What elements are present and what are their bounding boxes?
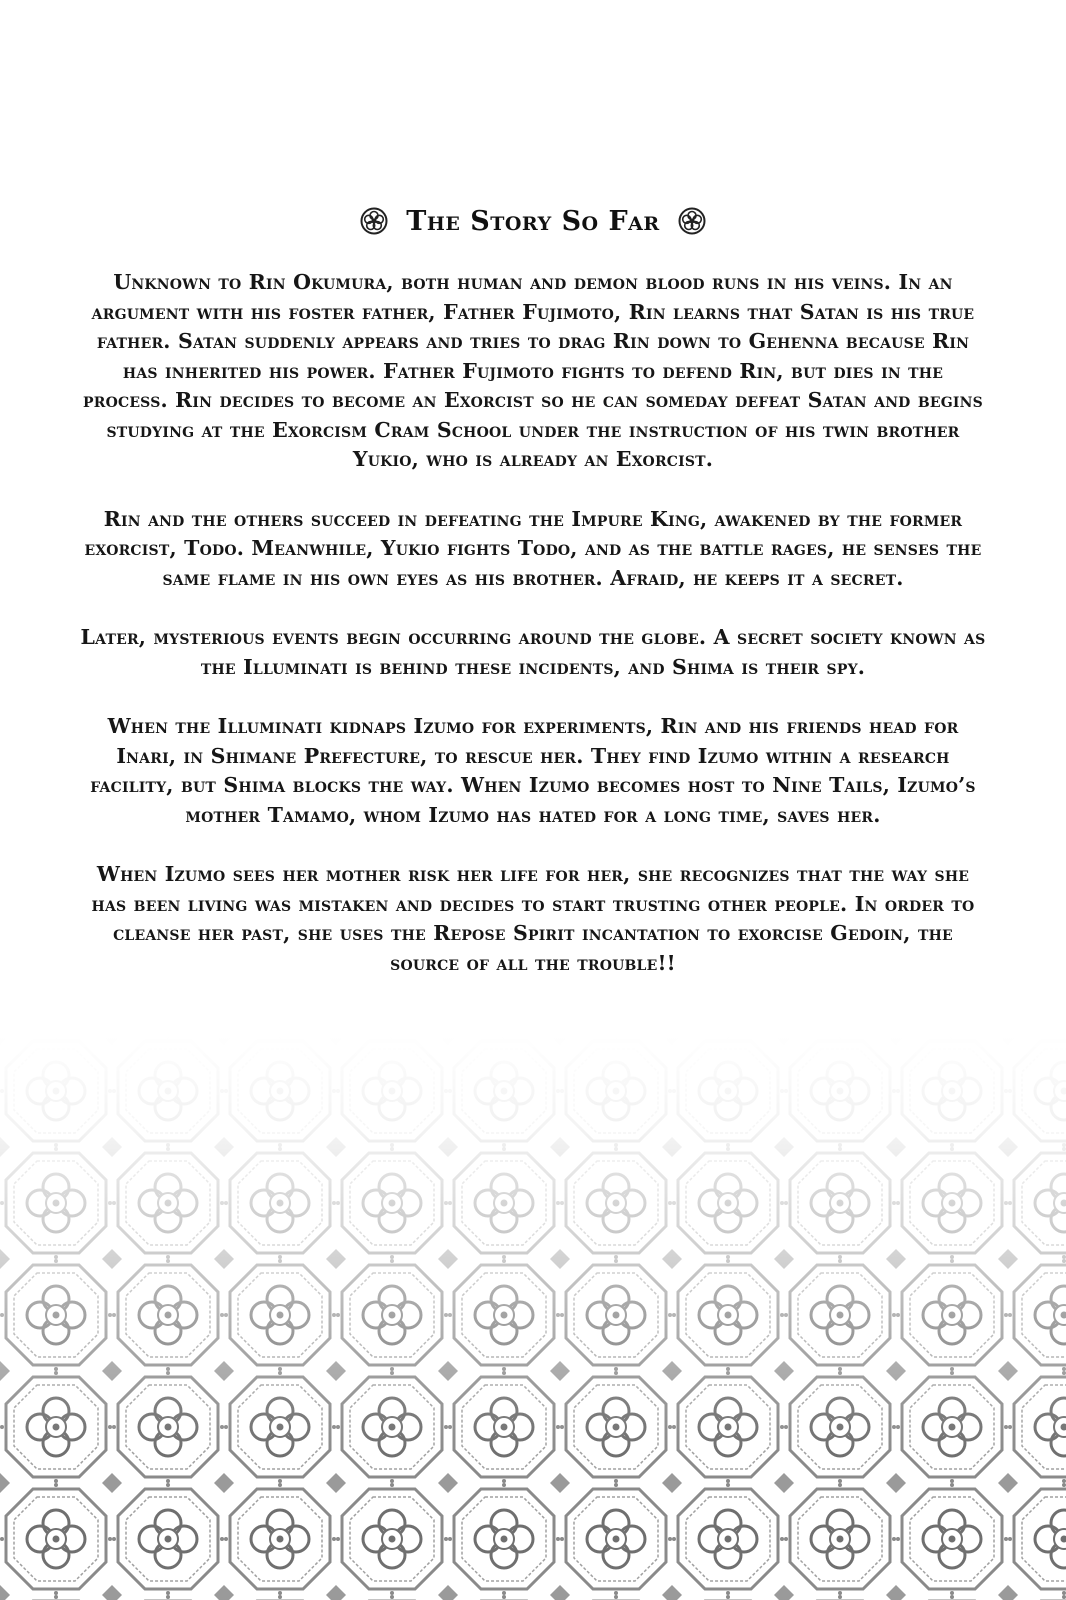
story-paragraph: Rin and the others succeed in defeating the Impure King, awakened by the former exorcist, Todo. Meanwhile, Yukio fights Todo, and as the battle rages, he senses the same flame in his own eyes as his brother. Afraid, he keeps it a secret. — [84, 506, 982, 590]
story-paragraph: When Izumo sees her mother risk her life for her, she recognizes that the way she has been living was mistaken and decides to start trusting other people. In order to cleanse her past, she uses the Repose Spirit incantation to exorcise Gedoin, the source of all the trouble!! — [91, 862, 975, 975]
rose-emblem-icon — [678, 207, 706, 235]
title-row — [80, 196, 986, 246]
story-paragraph: Later, mysterious events begin occurring around the globe. A secret society known as the Illuminati is behind these incidents, and Shima is their spy. — [80, 625, 986, 679]
story-paragraph: When the Illuminati kidnaps Izumo for experiments, Rin and his friends head for Inari, in Shimane Prefecture, to rescue her. They find Izumo within a research facility, but Shima blocks the way. When Izumo becomes host to Nine Tails, Izumo’s mother Tamamo, whom Izumo has hated for a long time, saves her. — [90, 714, 976, 827]
story-content — [80, 196, 986, 1008]
rose-emblem-icon — [360, 207, 388, 235]
page-title: The Story So Far — [406, 205, 660, 237]
story-paragraph: Unknown to Rin Okumura, both human and demon blood runs in his veins. In an argument with his foster father, Father Fujimoto, Rin learns that Satan is his true father. Satan suddenly appears and tries to drag Rin down to Gehenna because Rin has inherited his power. Father Fujimoto fights to defend Rin, but dies in the process. Rin decides to become an Exorcist so he can someday defeat Satan and begins studying at the Exorcism Cram School under the instruction of his twin brother Yukio, who is already an Exorcist. — [83, 270, 983, 471]
pattern-fade-overlay — [0, 1035, 1066, 1455]
